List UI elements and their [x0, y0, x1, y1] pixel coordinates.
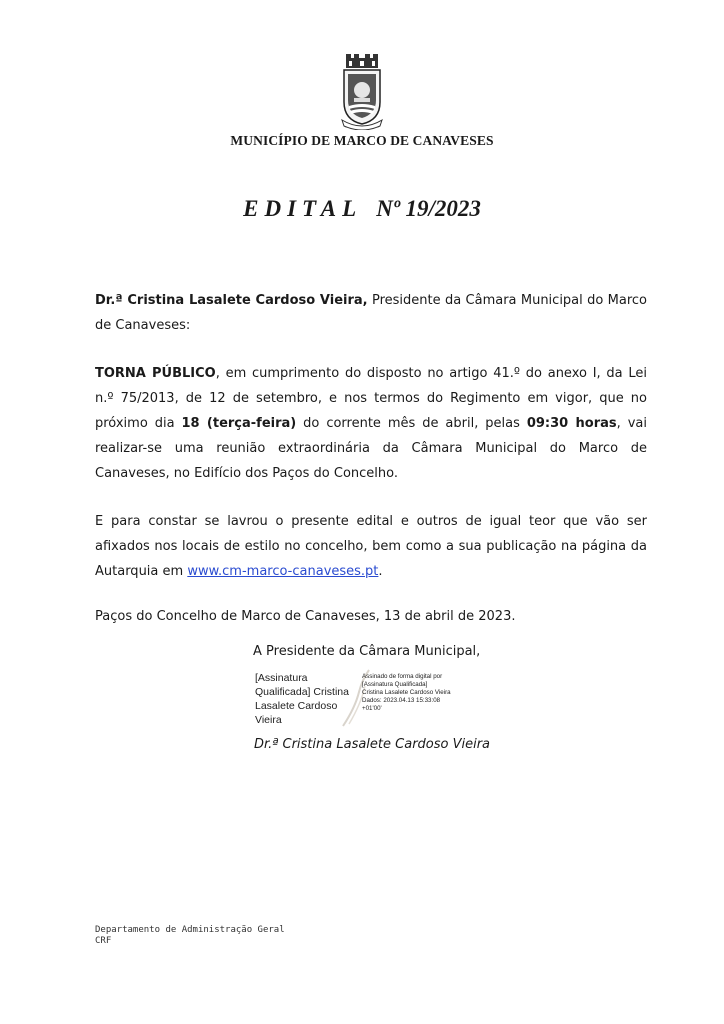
author-initials: CRF [95, 936, 112, 946]
signature-label-line: Qualificada] Cristina [255, 686, 349, 698]
meeting-time: 09:30 horas [526, 416, 617, 431]
publication-text: E para constar se lavrou o presente edital e outros de igual teor que vão ser afixados nos locais de estilo no concelho, bem como a sua publicação na página da Autarquia em [95, 514, 647, 579]
torna-publico: TORNA PÚBLICO [95, 366, 216, 381]
edital-title [0, 196, 724, 222]
edital-word: EDITAL [243, 196, 363, 221]
signature-label [255, 671, 373, 727]
intro-paragraph [95, 288, 647, 338]
edital-number: Nº 19/2023 [376, 196, 481, 221]
announcement-text-c: , vai realizar-se uma reunião extraordinária da Câmara Municipal do Marco de Canaveses, no Edifício dos Paços do Concelho. [95, 416, 647, 481]
signature-detail-line: +01'00' [362, 705, 382, 712]
signature-label-line: [Assinatura [255, 672, 308, 684]
announcement-paragraph [95, 361, 647, 486]
digital-signature [255, 668, 495, 730]
municipality-name: MUNICÍPIO DE MARCO DE CANAVESES [230, 133, 494, 148]
publication-end: . [378, 564, 383, 579]
publication-paragraph [95, 509, 647, 584]
website-link[interactable]: www.cm-marco-canaveses.pt [187, 564, 379, 579]
signature-details [362, 673, 492, 713]
signature-detail-line: Assinado de forma digital por [362, 673, 443, 680]
signatory-title: A Presidente da Câmara Municipal, [253, 644, 481, 659]
department-name: Departamento de Administração Geral [95, 925, 285, 935]
signature-detail-line: Cristina Lasalete Cardoso Vieira [362, 689, 451, 696]
signature-detail-line: Dados: 2023.04.13 15:33:08 [362, 697, 441, 704]
signature-label-line: Lasalete Cardoso [255, 700, 338, 712]
coat-of-arms-icon [340, 54, 384, 130]
place-date: Paços do Concelho de Marco de Canaveses, 13 de abril de 2023. [95, 609, 516, 624]
meeting-day: 18 (terça-feira) [181, 416, 297, 431]
president-name: Dr.ª Cristina Lasalete Cardoso Vieira, [95, 293, 368, 308]
announcement-text-b: do corrente mês de abril, pelas [296, 416, 527, 431]
announcement-text-a: , em cumprimento do disposto no artigo 41.º do anexo I, da Lei n.º 75/2013, de 12 de setembro, e nos termos do Regimento em vigor, que no próximo dia [95, 366, 647, 431]
signature-detail-line: [Assinatura Qualificada] [362, 681, 428, 688]
footer [95, 925, 285, 947]
signer-name: Dr.ª Cristina Lasalete Cardoso Vieira [253, 737, 491, 752]
signature-label-line: Vieira [255, 714, 282, 726]
intro-text: Presidente da Câmara Municipal do Marco de Canaveses: [95, 293, 648, 333]
